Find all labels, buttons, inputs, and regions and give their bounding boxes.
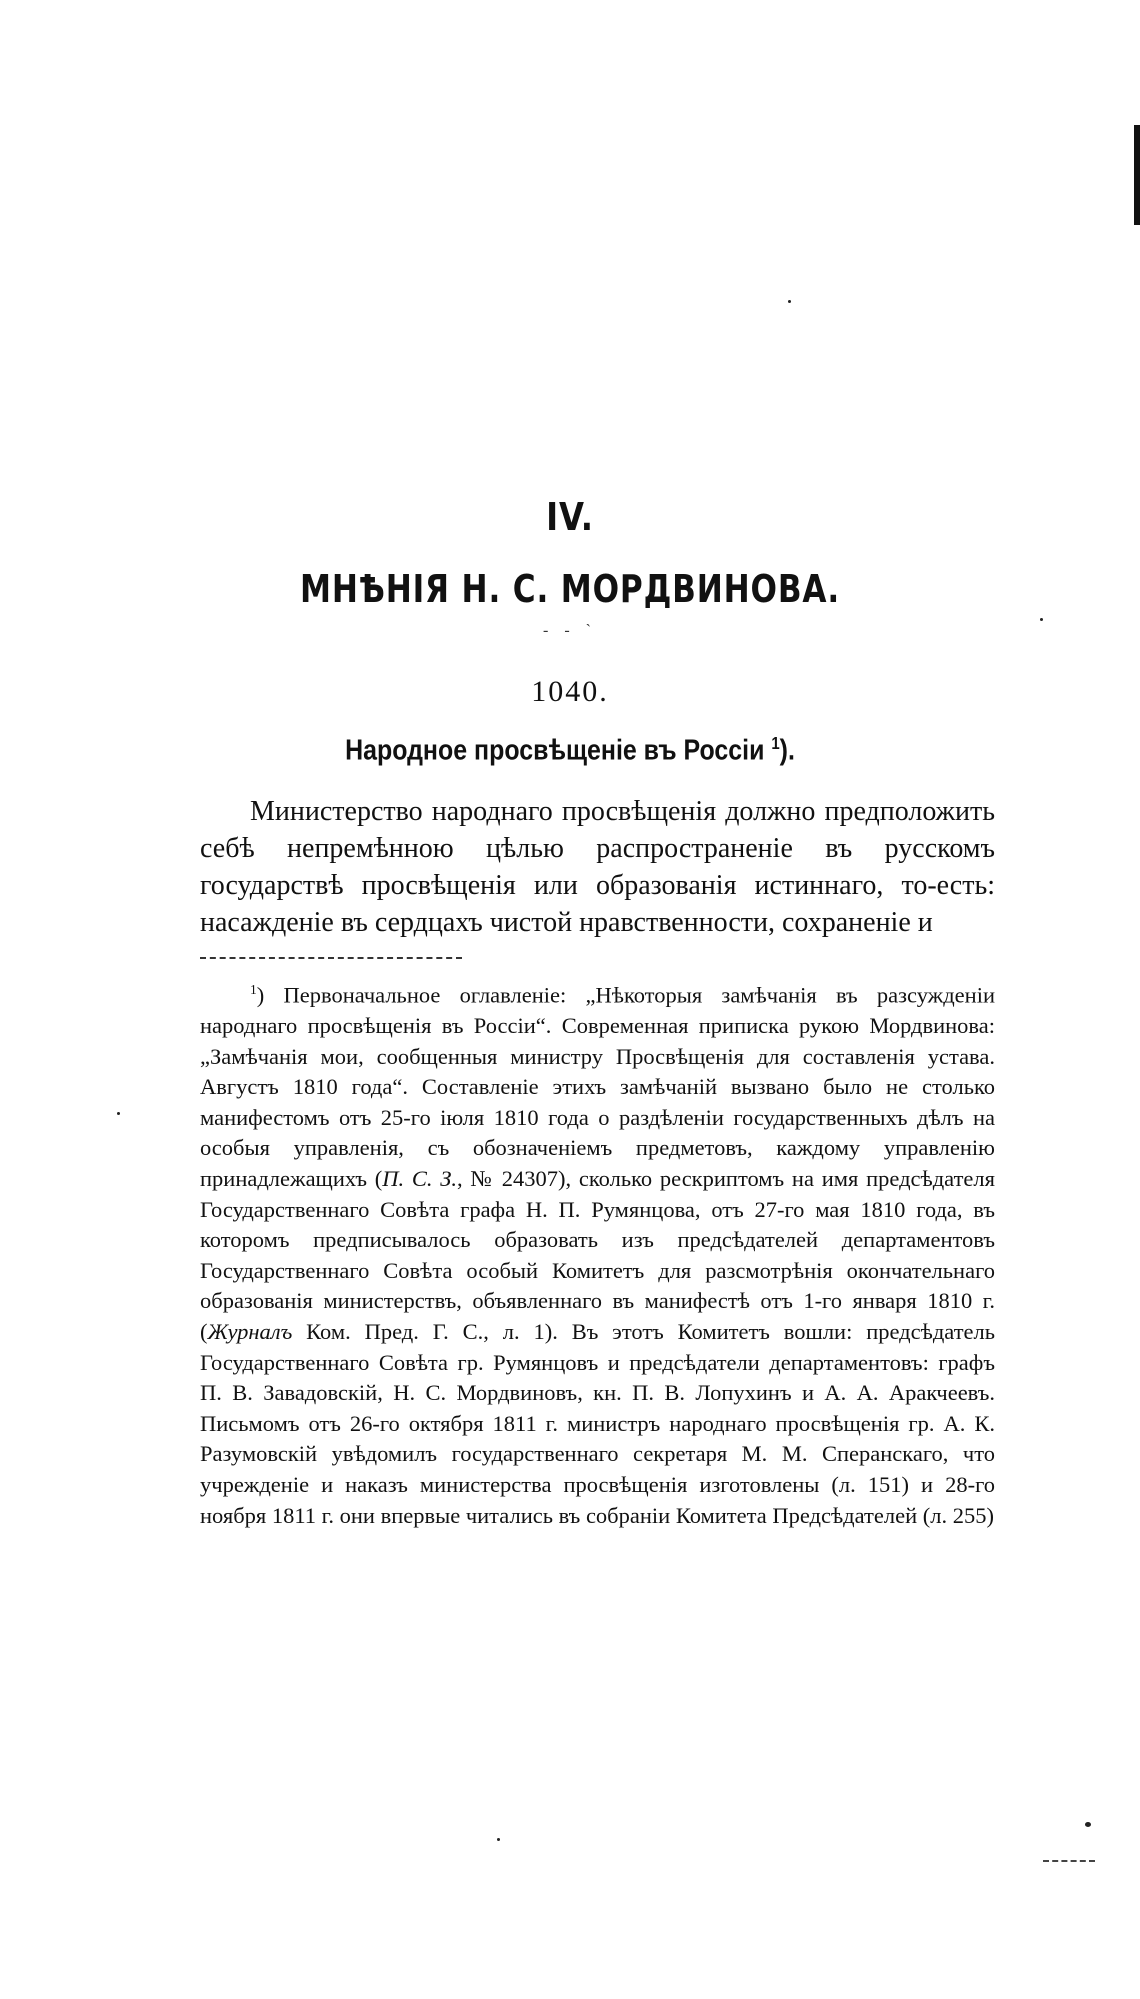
footnote-divider [200,957,462,959]
footnote-marker: 1 [250,982,257,997]
document-heading [80,733,1060,768]
body-paragraph: Министерство народнаго просвѣщенія должно предположить себѣ непремѣнною цѣлью распространеніе въ русскомъ государствѣ просвѣщенія или образованія истиннаго, то-есть: насажденіе въ сердцахъ чистой нравственности, сохраненіе и [200,796,995,938]
scan-speck [1085,1822,1091,1827]
scan-speck [788,300,791,303]
footnote-reference: 1 [771,733,780,753]
footnote-text-part1: ) Первоначальное оглавленіе: „Нѣкоторыя замѣчанія въ разсужденіи народнаго просвѣщенія въ Россіи“. Современная приписка рукою Мордвинова: „Замѣчанія мои, сообщенныя министру Просвѣщенія для составленія устава. Августъ 1810 года“. Составленіе этихъ замѣчаній вызвано было не столько манифестомъ отъ 25-го іюля 1810 года о раздѣленіи государственныхъ дѣлъ на особыя управленія, съ обозначеніемъ предметовъ, каждому управленію принадлежащихъ ( [200,982,995,1192]
section-title: МНѢНІЯ Н. С. МОРДВИНОВА. [300,567,840,611]
scan-speck [497,1838,500,1841]
footnote-text-part2: , № 24307), сколько рескриптомъ на имя предсѣдателя Государственнаго Совѣта графа Н. П. Румянцова, отъ 27-го мая 1810 года, въ которомъ предписывалось образовать изъ предсѣдателей департаментовъ Государственнаго Совѣта особый Комитетъ для разсмотрѣнія окончательнаго образованія министерствъ, объявленнаго въ манифестѣ отъ 1-го января 1810 г. ( [200,1166,995,1345]
bottom-dash-mark [1043,1860,1095,1862]
section-number: IV. [546,495,594,539]
footnote-text-part3: Ком. Пред. Г. С., л. 1). Въ этотъ Комитетъ вошли: предсѣдатель Государственнаго Совѣта гр. Румянцовъ и предсѣдатели департаментовъ: графъ П. В. Завадовскій, Н. С. Мордвиновъ, кн. П. В. Лопухинъ и А. А. Аракчеевъ. Письмомъ отъ 26-го октября 1811 г. министръ народнаго просвѣщенія гр. А. К. Разумовскій увѣдомилъ государственнаго секретаря М. М. Сперанскаго, что учрежденіе и наказъ министерства просвѣщенія изготовлены (л. 151) и 28-го ноября 1811 г. они впервые читались въ собраніи Комитета Предсѣдателей (л. 255) [200,1319,995,1528]
scan-speck [117,1112,120,1115]
footnote-journal: Журналъ [207,1319,293,1345]
footnote [200,975,995,1531]
title-ornament: - - ` [543,622,597,639]
page-edge-mark [1134,125,1140,225]
scan-speck [1040,618,1043,621]
document-heading-text: Народное просвѣщеніе въ Россіи [345,734,765,767]
document-number: 1040. [531,675,609,708]
document-heading-close: ). [779,734,795,767]
footnote-citation: П. С. З. [382,1166,457,1192]
